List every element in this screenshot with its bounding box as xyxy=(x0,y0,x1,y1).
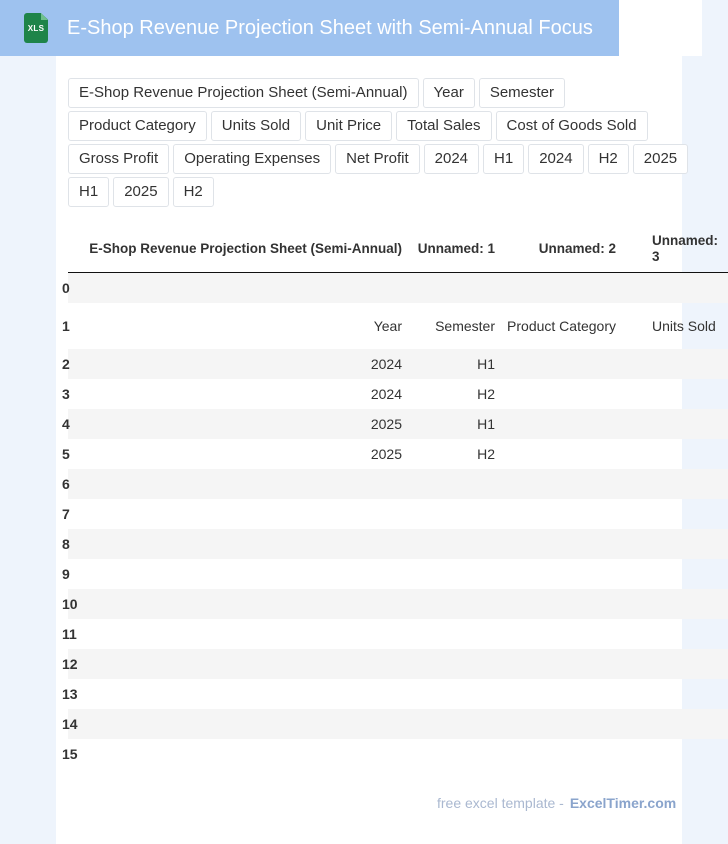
row-index xyxy=(62,439,86,469)
table-row xyxy=(68,273,728,304)
table-row xyxy=(68,649,728,679)
table-row xyxy=(68,469,728,499)
table-row xyxy=(68,409,728,439)
table-cell xyxy=(410,739,503,769)
table-row xyxy=(68,589,728,619)
row-index-label: 14 xyxy=(62,716,78,732)
keyword-tag[interactable]: Product Category xyxy=(68,111,207,141)
table-cell xyxy=(624,379,728,409)
table-cell xyxy=(624,409,728,439)
table-cell xyxy=(624,529,728,559)
keyword-tag[interactable]: 2025 xyxy=(113,177,168,207)
row-index-label: 3 xyxy=(62,386,70,402)
table-cell xyxy=(86,619,410,649)
row-index xyxy=(62,349,86,379)
table-cell xyxy=(503,649,624,679)
table-header-row xyxy=(68,226,728,273)
footer-brand-link[interactable]: ExcelTimer.com xyxy=(569,795,677,811)
table-row xyxy=(68,379,728,409)
row-index-label: 11 xyxy=(62,626,77,642)
table-cell: Product Category xyxy=(507,318,616,334)
keyword-tag[interactable]: Year xyxy=(423,78,475,108)
table-cell xyxy=(503,739,624,769)
table-cell xyxy=(503,469,624,499)
keyword-tag[interactable]: E-Shop Revenue Projection Sheet (Semi-Annual) xyxy=(68,78,419,108)
table-row xyxy=(68,709,728,739)
table-cell xyxy=(503,273,624,304)
table-cell xyxy=(410,709,503,739)
table-cell xyxy=(86,529,410,559)
keyword-tag[interactable]: Operating Expenses xyxy=(173,144,331,174)
table-row xyxy=(68,619,728,649)
keyword-tag[interactable]: Cost of Goods Sold xyxy=(496,111,648,141)
table-cell xyxy=(86,709,410,739)
table-row xyxy=(68,559,728,589)
table-cell xyxy=(624,679,728,709)
row-index-label: 0 xyxy=(62,280,70,296)
table-cell: 2025 xyxy=(370,446,402,462)
table-cell: H2 xyxy=(477,386,495,402)
table-cell xyxy=(503,679,624,709)
table-cell xyxy=(503,499,624,529)
keyword-tags xyxy=(68,78,696,207)
table-cell xyxy=(86,469,410,499)
row-index-label: 4 xyxy=(62,416,70,432)
row-index-label: 15 xyxy=(62,746,78,762)
row-index xyxy=(62,649,86,679)
keyword-tag[interactable]: Gross Profit xyxy=(68,144,169,174)
row-index xyxy=(62,589,86,619)
table-cell xyxy=(410,559,503,589)
title-bar xyxy=(0,0,619,56)
table-cell: 2025 xyxy=(86,409,410,439)
row-index xyxy=(62,409,86,439)
index-header xyxy=(68,226,86,273)
row-index-label: 2 xyxy=(62,356,70,372)
column-header: E-Shop Revenue Projection Sheet (Semi-Annual) xyxy=(86,226,410,273)
row-index xyxy=(62,273,86,304)
row-index-label: 10 xyxy=(62,596,78,612)
table-cell: H2 xyxy=(477,446,495,462)
row-index xyxy=(62,679,86,709)
table-cell xyxy=(86,589,410,619)
table-row xyxy=(68,303,728,349)
table-cell xyxy=(410,499,503,529)
xls-file-icon: XLS xyxy=(24,13,48,43)
row-index xyxy=(62,559,86,589)
row-index-label: 13 xyxy=(62,686,78,702)
table-cell xyxy=(86,679,410,709)
table-row xyxy=(68,499,728,529)
table-cell xyxy=(410,529,503,559)
table-cell xyxy=(503,349,624,379)
table-row xyxy=(68,349,728,379)
row-index xyxy=(62,303,86,349)
table-cell xyxy=(410,589,503,619)
table-cell xyxy=(86,739,410,769)
table-cell: Semester xyxy=(435,318,495,334)
table-cell xyxy=(410,649,503,679)
table-cell: Year xyxy=(373,318,402,334)
table-cell xyxy=(503,379,624,409)
row-index xyxy=(62,709,86,739)
table-cell xyxy=(503,589,624,619)
keyword-tag[interactable]: 2024 xyxy=(424,144,479,174)
row-index xyxy=(62,619,86,649)
table-cell: 2024 xyxy=(370,386,402,402)
table-cell: H1 xyxy=(410,409,503,439)
row-index-label: 6 xyxy=(62,476,70,492)
table-cell xyxy=(503,529,624,559)
column-header: Unnamed: 1 xyxy=(410,226,503,273)
table-row xyxy=(68,529,728,559)
table-cell xyxy=(410,619,503,649)
table-cell xyxy=(624,619,728,649)
keyword-tag[interactable]: H2 xyxy=(588,144,629,174)
row-index xyxy=(62,469,86,499)
table-cell xyxy=(624,739,728,769)
keyword-tag[interactable]: Units Sold xyxy=(211,111,301,141)
table-row xyxy=(68,739,728,769)
table-cell xyxy=(624,469,728,499)
table-cell: 2024 xyxy=(86,349,410,379)
keyword-tag[interactable]: Net Profit xyxy=(335,144,420,174)
table-cell xyxy=(624,439,728,469)
row-index-label: 1 xyxy=(62,318,70,334)
footer-credit xyxy=(437,795,676,811)
table-cell xyxy=(503,559,624,589)
table-cell xyxy=(503,619,624,649)
keyword-tag[interactable]: Total Sales xyxy=(396,111,491,141)
row-index xyxy=(62,529,86,559)
table-cell xyxy=(86,559,410,589)
column-header: Unnamed: 3 xyxy=(624,226,728,273)
table-cell xyxy=(410,469,503,499)
table-cell xyxy=(86,499,410,529)
table-row xyxy=(68,439,728,469)
table-cell xyxy=(624,649,728,679)
table-cell xyxy=(624,499,728,529)
table-cell xyxy=(410,679,503,709)
keyword-tag[interactable]: H1 xyxy=(483,144,524,174)
keyword-tag[interactable]: H2 xyxy=(173,177,214,207)
table-cell xyxy=(410,273,503,304)
table-cell xyxy=(503,439,624,469)
row-index-label: 5 xyxy=(62,446,70,462)
row-index-label: 7 xyxy=(62,506,70,522)
table-cell xyxy=(624,349,728,379)
table-cell xyxy=(624,709,728,739)
table-cell: H1 xyxy=(410,349,503,379)
table-cell xyxy=(86,273,410,304)
row-index-label: 8 xyxy=(62,536,70,552)
table-cell xyxy=(503,709,624,739)
table-cell xyxy=(624,273,728,304)
keyword-tag[interactable]: Semester xyxy=(479,78,565,108)
row-index-label: 9 xyxy=(62,566,70,582)
row-index xyxy=(62,499,86,529)
data-table-container[interactable] xyxy=(62,226,719,770)
table-cell xyxy=(624,589,728,619)
footer-text: free excel template - xyxy=(437,795,564,811)
table-row xyxy=(68,679,728,709)
table-cell xyxy=(624,559,728,589)
row-index xyxy=(62,739,86,769)
table-cell xyxy=(86,649,410,679)
keyword-tag[interactable]: 2025 xyxy=(633,144,688,174)
page-title: E-Shop Revenue Projection Sheet with Semi-Annual Focus xyxy=(67,16,593,39)
table-cell xyxy=(503,409,624,439)
data-table xyxy=(62,226,728,769)
keyword-tag[interactable]: 2024 xyxy=(528,144,583,174)
table-cell: Units Sold xyxy=(652,318,716,334)
keyword-tag[interactable]: H1 xyxy=(68,177,109,207)
column-header: Unnamed: 2 xyxy=(503,226,624,273)
keyword-tag[interactable]: Unit Price xyxy=(305,111,392,141)
row-index-label: 12 xyxy=(62,656,78,672)
row-index xyxy=(62,379,86,409)
